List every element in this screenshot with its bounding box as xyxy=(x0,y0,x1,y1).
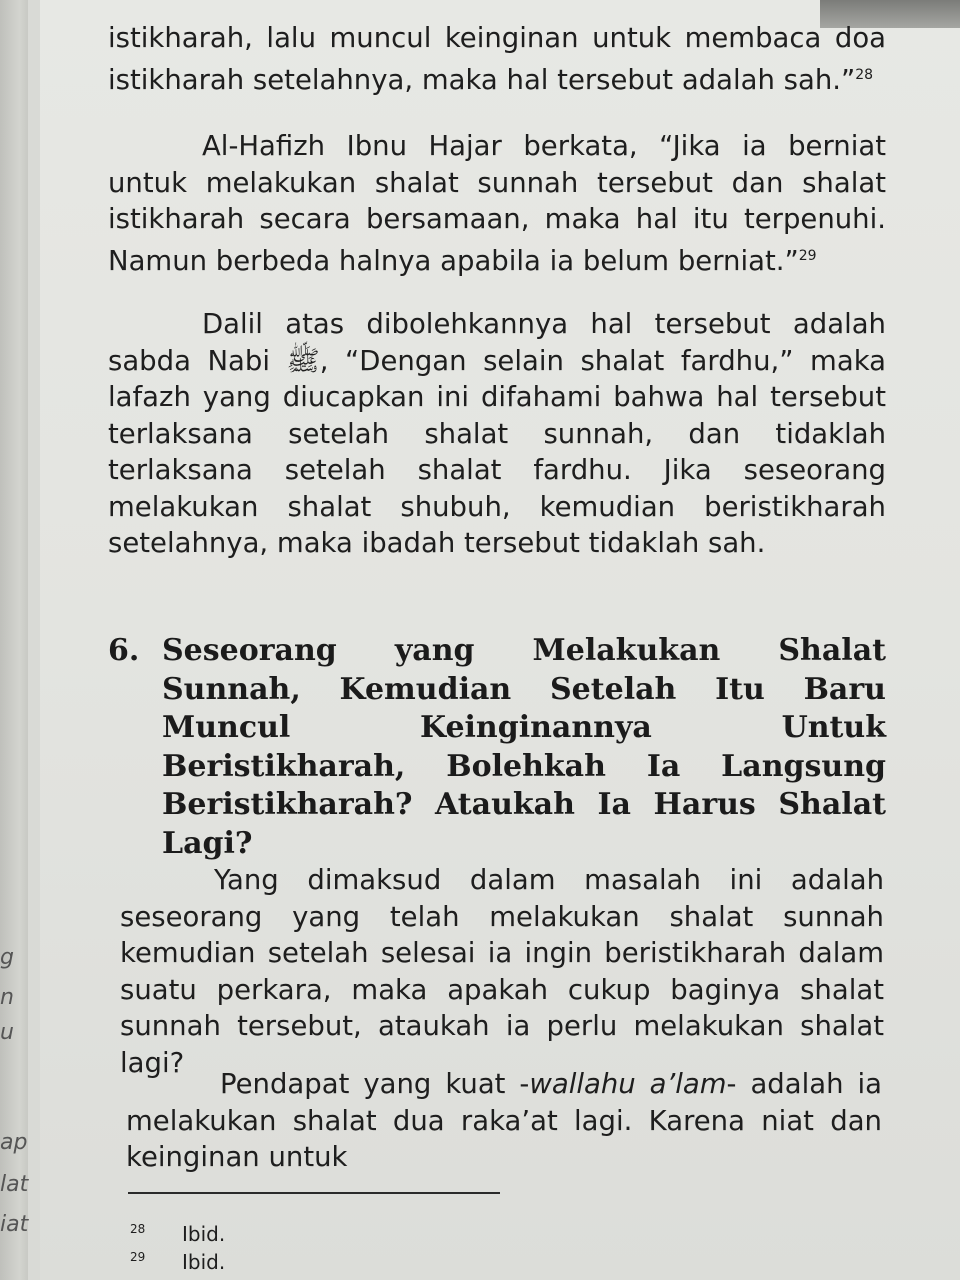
paragraph-text: Pendapat yang kuat - xyxy=(220,1068,530,1100)
paragraph-continuation xyxy=(108,20,886,98)
paragraph-text: - adalah ia melakukan shalat dua raka’at lagi. Karena niat dan keinginan untuk xyxy=(126,1068,882,1173)
section-heading xyxy=(108,632,886,863)
footnote-text: Ibid. xyxy=(182,1222,226,1246)
footnote-ref: 29 xyxy=(798,247,817,264)
heading-number: 6. xyxy=(108,633,140,668)
paragraph-text: Al-Hafizh Ibnu Hajar berkata, “Jika ia berniat untuk melakukan shalat sunnah tersebut dan shalat istikharah secara bersamaan, maka hal itu terpenuhi. Namun berbeda halnya apabila ia belum berniat.” xyxy=(108,130,886,277)
paragraph-dalil: Dalil atas dibolehkannya hal tersebut adalah sabda Nabi ﷺ, “Dengan selain shalat fardhu,” maka lafazh yang diucapkan ini difahami bahwa hal tersebut terlaksana setelah shalat sunnah, dan tidaklah terlaksana setelah shalat fardhu. Jika seseorang melakukan shalat shubuh, kemudian beristikharah setelahnya, maka ibadah tersebut tidaklah sah. xyxy=(108,308,886,559)
paragraph-explanation: Yang dimaksud dalam masalah ini adalah seseorang yang telah melakukan shalat sunnah kemudian setelah selesai ia ingin beristikharah dalam suatu perkara, maka apakah cukup baginya shalat sunnah tersebut, ataukah ia perlu melakukan shalat lagi? xyxy=(120,864,884,1079)
italic-phrase: wallahu a’lam xyxy=(529,1068,727,1100)
previous-page-fragment: n xyxy=(0,985,14,1010)
heading-text: Seseorang yang Melakukan Shalat Sunnah, Kemudian Setelah Itu Baru Muncul Keinginannya Untuk Beristikharah, Bolehkah Ia Langsung Beristikharah? Ataukah Ia Harus Shalat Lagi? xyxy=(162,633,886,861)
previous-page-fragment: ap xyxy=(0,1130,28,1155)
previous-page-edge xyxy=(0,0,28,1280)
previous-page-fragment: u xyxy=(0,1020,14,1045)
footnote-ref: 28 xyxy=(855,66,874,83)
paragraph-quote xyxy=(108,128,886,279)
paragraph-text: istikharah, lalu muncul keinginan untuk membaca doa istikharah setelahnya, maka hal tersebut adalah sah.” xyxy=(108,22,886,96)
paragraph-opinion xyxy=(126,1066,882,1176)
footnote-number: 29 xyxy=(130,1250,146,1264)
footnote-divider xyxy=(128,1192,500,1194)
footnote-text: Ibid. xyxy=(182,1250,226,1274)
previous-page-fragment: g xyxy=(0,945,14,970)
previous-page-fragment: lat xyxy=(0,1172,29,1197)
previous-page-fragment: iat xyxy=(0,1212,29,1237)
footnote-number: 28 xyxy=(130,1222,146,1236)
